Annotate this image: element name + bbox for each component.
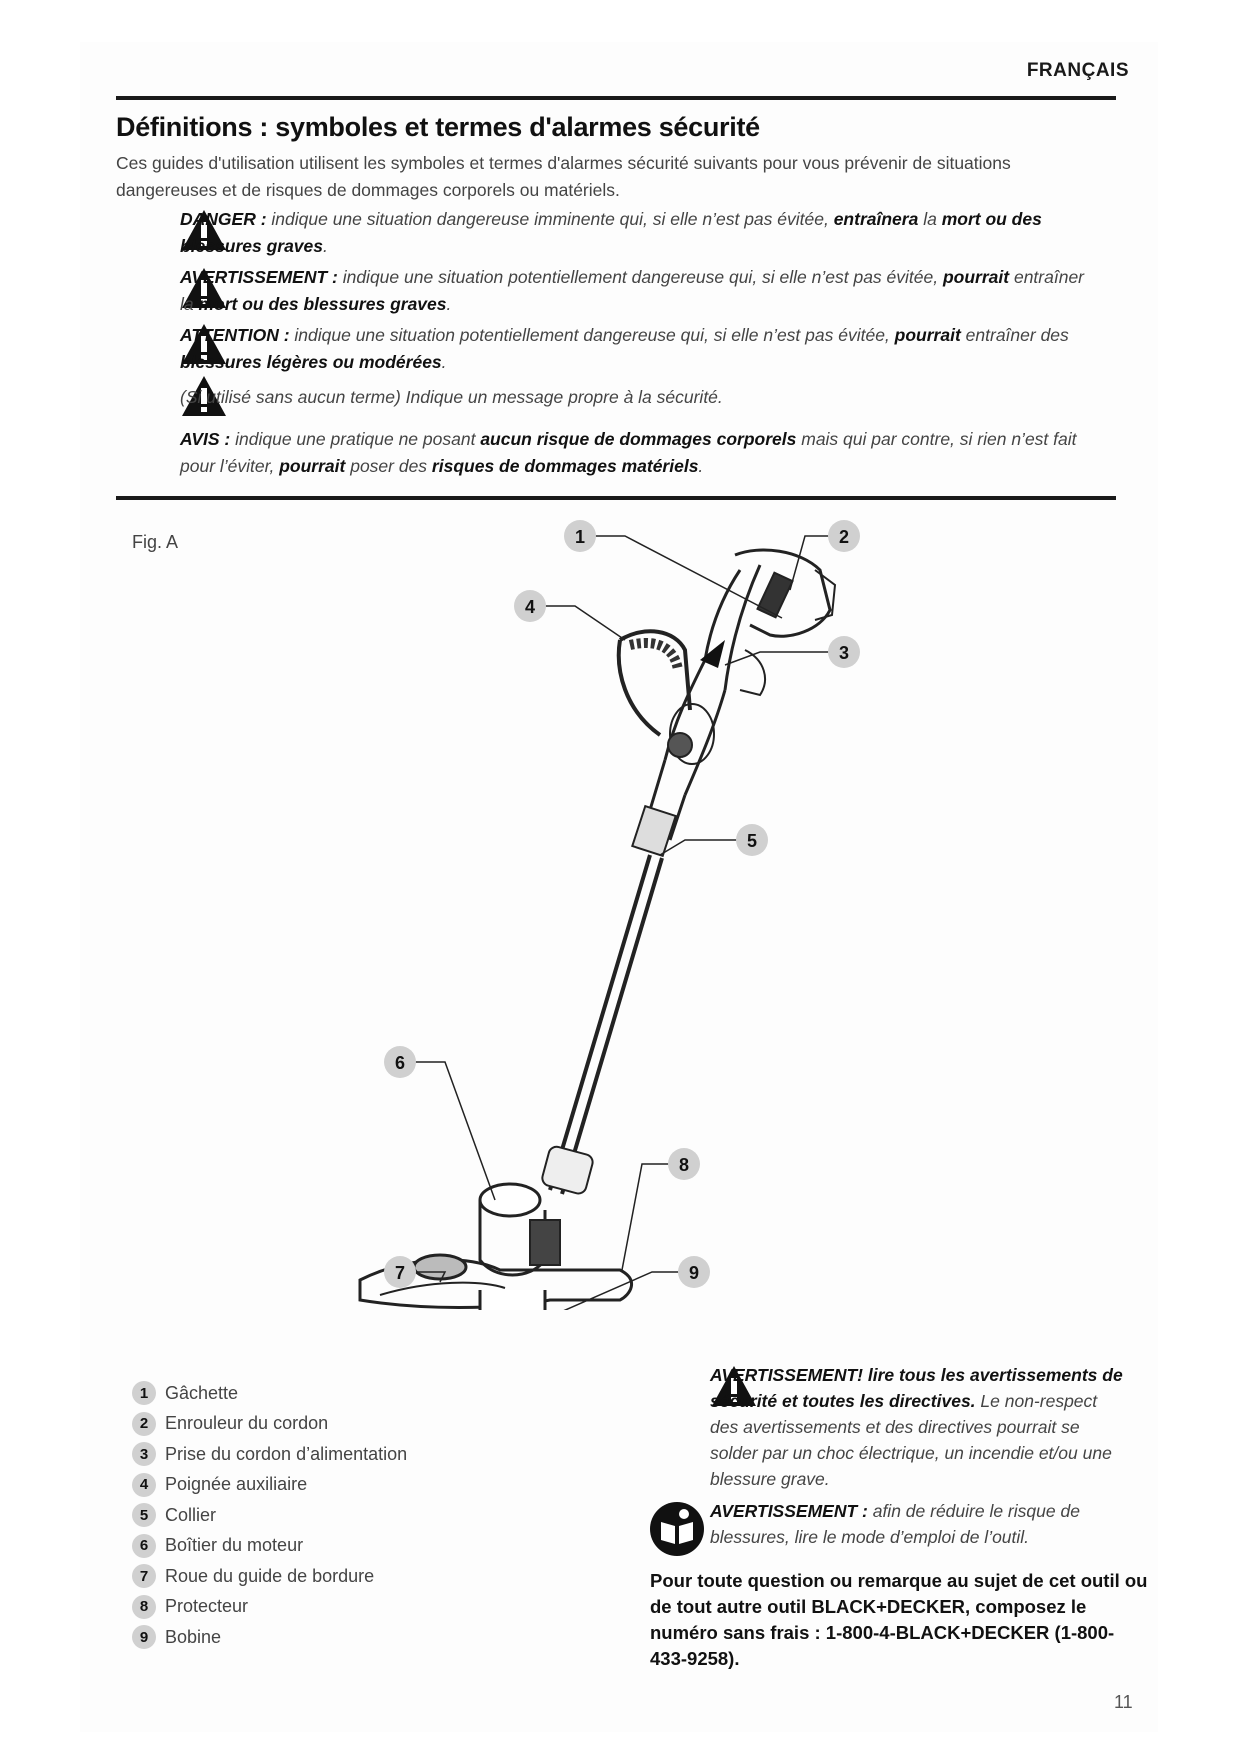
definition-emphasis: blessures légères ou modérées (180, 352, 442, 372)
warning-text: Le non-respect des avertissements et des directives pourrait se solder par un choc électrique, un incendie et/ou une blessure grave. (710, 1391, 1112, 1489)
section-title: Définitions : symboles et termes d'alarmes sécurité (116, 112, 760, 142)
definition-attention (180, 322, 1100, 376)
definition-text: entraîner la (180, 267, 1085, 314)
read-manual-icon (648, 1500, 706, 1558)
definition-text: entraîner des (960, 325, 1069, 345)
legend-number: 8 (132, 1595, 156, 1619)
definition-text: mais qui par contre, si rien n’est fait pour l’éviter, (180, 429, 1077, 476)
legend-label: Prise du cordon d’alimentation (165, 1443, 408, 1464)
legend-item (132, 1500, 407, 1531)
legend-label: Gâchette (165, 1382, 239, 1403)
legend-label: Boîtier du moteur (165, 1535, 304, 1556)
legend-number: 6 (132, 1534, 156, 1558)
contact-info: Pour toute question ou remarque au sujet de cet outil ou de tout autre outil BLACK+DECKER, composez le numéro sans frais : 1-800-4-BLACK+DECKER (1-800-433-9258). (650, 1570, 1148, 1669)
definition-danger (180, 206, 1100, 260)
legend-number: 7 (132, 1564, 156, 1588)
warning-text: afin de réduire le risque de blessures, lire le mode d’emploi de l’outil. (710, 1501, 1080, 1547)
definition-text: . (698, 456, 704, 476)
definition-label: DANGER : (180, 209, 267, 229)
definition-label: AVERTISSEMENT : (180, 267, 338, 287)
legend-label: Enrouleur du cordon (165, 1413, 329, 1434)
definition-text: indique une pratique ne posant (230, 429, 481, 449)
definition-avis (180, 426, 1100, 480)
definition-emphasis: risques de dommages matériels (431, 456, 699, 476)
definition-text: . (441, 352, 447, 372)
definition-label: AVIS : (180, 429, 231, 449)
definition-emphasis: entraînera (833, 209, 919, 229)
definition-emphasis: mort ou des blessures graves (198, 294, 447, 314)
definition-text: . (323, 236, 328, 256)
top-rule (116, 96, 1116, 100)
definition-emphasis: pourrait (894, 325, 961, 345)
read-all-warning (710, 1362, 1130, 1492)
definition-avertissement (180, 264, 1100, 318)
legend-item (132, 1378, 407, 1409)
legend-number: 9 (132, 1625, 156, 1649)
legend-item (132, 1561, 407, 1592)
definition-symbol-only: (Si utilisé sans aucun terme) Indique un message propre à la sécurité. (180, 387, 723, 407)
definition-emphasis: aucun risque de dommages corporels (480, 429, 797, 449)
callout-1: 1 (574, 527, 586, 547)
callout-9: 9 (688, 1263, 700, 1283)
definition-emphasis: pourrait (279, 456, 346, 476)
definition-text: la (918, 209, 942, 229)
manual-warning (710, 1498, 1130, 1550)
definition-emphasis: pourrait (942, 267, 1010, 287)
callout-8: 8 (678, 1155, 690, 1175)
definition-text: indique une situation potentiellement dangereuse qui, si elle n’est pas évitée, (337, 267, 943, 287)
callout-5: 5 (746, 831, 758, 851)
legend-label: Collier (165, 1504, 217, 1525)
figure-label: Fig. A (132, 532, 179, 552)
legend-item (132, 1592, 407, 1623)
warning-heading: AVERTISSEMENT! lire tous les avertissements de sécurité et toutes les directives. (710, 1365, 1123, 1411)
warning-heading: AVERTISSEMENT : (710, 1501, 868, 1521)
callout-2: 2 (838, 527, 850, 547)
definition-text: indique une situation potentiellement dangereuse qui, si elle n’est pas évitée, (289, 325, 895, 345)
legend-number: 1 (132, 1381, 156, 1405)
legend-number: 3 (132, 1442, 156, 1466)
legend-label: Roue du guide de bordure (165, 1565, 375, 1586)
string-trimmer-diagram (320, 510, 1120, 1310)
callout-3: 3 (838, 643, 850, 663)
legend-item (132, 1531, 407, 1562)
legend-label: Protecteur (165, 1596, 249, 1617)
legend-label: Poignée auxiliaire (165, 1474, 308, 1495)
legend-number: 2 (132, 1412, 156, 1436)
legend-item (132, 1409, 407, 1440)
section-intro: Ces guides d'utilisation utilisent les symboles et termes d'alarmes sécurité suivants pour vous prévenir de situations dangereuses et de risques de dommages corporels ou matériels. (116, 153, 1011, 200)
callout-6: 6 (394, 1053, 406, 1073)
callout-7: 7 (394, 1263, 406, 1283)
callout-4: 4 (524, 597, 536, 617)
legend-item (132, 1622, 407, 1653)
definition-text: poser des (345, 456, 432, 476)
page-number: 11 (1114, 1692, 1133, 1712)
definition-label: ATTENTION : (180, 325, 290, 345)
legend-number: 4 (132, 1473, 156, 1497)
legend-label: Bobine (165, 1626, 222, 1647)
legend-item (132, 1439, 407, 1470)
legend-item (132, 1470, 407, 1501)
definition-emphasis: mort ou des blessures graves (180, 209, 1042, 256)
legend-number: 5 (132, 1503, 156, 1527)
section-rule (116, 496, 1116, 500)
language-label: FRANÇAIS (1026, 60, 1129, 81)
definition-text: indique une situation dangereuse imminente qui, si elle n’est pas évitée, (266, 209, 834, 229)
definition-text: . (446, 294, 452, 314)
parts-legend (132, 1378, 407, 1653)
